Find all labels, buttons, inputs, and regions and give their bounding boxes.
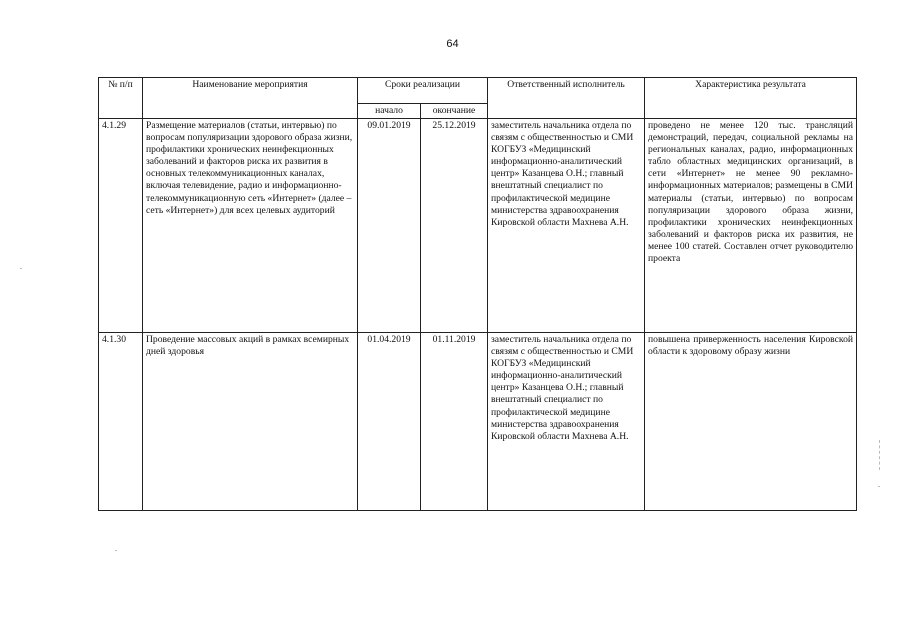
row-result: проведено не менее 120 тыс. трансляций демонстраций, передач, социальной рекламы на региональных каналах, радио, информационных табло областных медицинских организаций, в сети «Интернет» не менее 90 рекламно-информационных материалов; размещены в СМИ материалы (статьи, интервью) по вопросам популяризации здорового образа жизни, профилактики хронических неинфекционных заболеваний и факторов риска их развития, не менее 100 статей. Составлен отчет руководителю проекта: [645, 119, 857, 333]
header-num: № п/п: [99, 78, 143, 119]
row-executor: заместитель начальника отдела по связям с общественностью и СМИ КОГБУЗ «Медицинский информационно-аналитический центр» Казанцева О.Н.; главный внештатный специалист по профилактической медицине министерства здравоохранения Кировской области Махнева А.Н.: [488, 333, 645, 511]
row-name: Размещение материалов (статьи, интервью) по вопросам популяризации здорового образа жизни, профилактики хронических неинфекционных заболеваний и факторов риска их развития в основных телекоммуникационных каналах, включая телевидение, радио и информационно-телекоммуникационную сеть «Интернет» (далее – сеть «Интернет») для всех целевых аудиторий: [143, 119, 358, 333]
row-start-date: 09.01.2019: [358, 119, 421, 333]
row-start-date: 01.04.2019: [358, 333, 421, 511]
activities-table: [98, 77, 857, 511]
row-result: повышена приверженность населения Кировской области к здоровому образу жизни: [645, 333, 857, 511]
table-row: [99, 119, 857, 333]
scan-artifact: [879, 440, 880, 470]
table-header-row: [99, 78, 857, 104]
row-end-date: 25.12.2019: [421, 119, 488, 333]
header-start: начало: [358, 103, 421, 118]
row-end-date: 01.11.2019: [421, 333, 488, 511]
page-number: 64: [446, 38, 459, 50]
header-period: Сроки реализации: [358, 78, 488, 104]
table-row: [99, 333, 857, 511]
row-num: 4.1.29: [99, 119, 143, 333]
row-executor: заместитель начальника отдела по связям с общественностью и СМИ КОГБУЗ «Медицинский информационно-аналитический центр» Казанцева О.Н.; главный внештатный специалист по профилактической медицине министерства здравоохранения Кировской области Махнева А.Н.: [488, 119, 645, 333]
header-end: окончание: [421, 103, 488, 118]
row-num: 4.1.30: [99, 333, 143, 511]
scan-artifact: [20, 268, 22, 269]
header-executor: Ответственный исполнитель: [488, 78, 645, 119]
header-name: Наименование мероприятия: [143, 78, 358, 119]
scan-artifact: [115, 550, 117, 551]
row-name: Проведение массовых акций в рамках всемирных дней здоровья: [143, 333, 358, 511]
scan-artifact: [878, 486, 880, 487]
header-result: Характеристика результата: [645, 78, 857, 119]
